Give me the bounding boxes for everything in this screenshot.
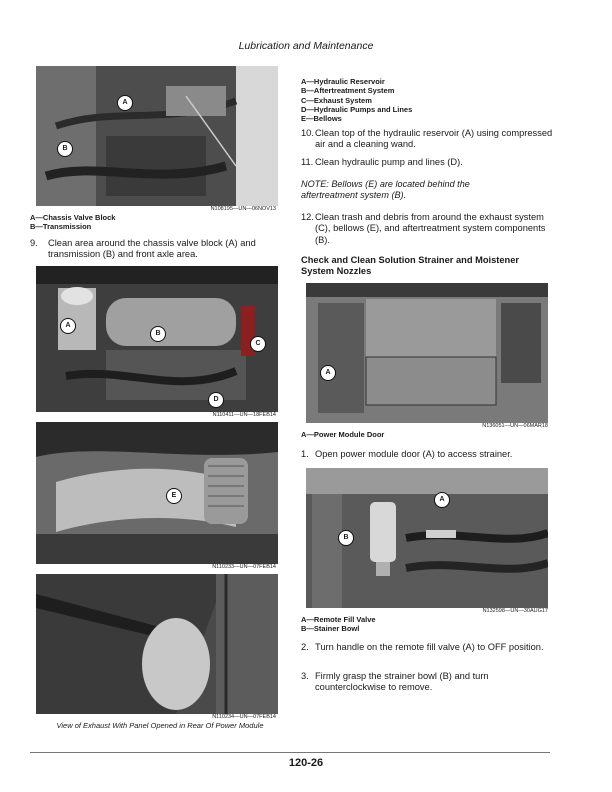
legend-item: B—Stainer Bowl <box>301 624 360 634</box>
chassis-valve-photo <box>36 66 278 206</box>
callout-a: A <box>117 95 133 111</box>
photo-reference: N110233—UN—07FEB14 <box>212 564 276 570</box>
step-number: 12. <box>301 212 314 222</box>
callout-e: E <box>166 488 182 504</box>
step-text: Open power module door (A) to access strainer. <box>315 449 513 459</box>
callout-d: D <box>208 392 224 408</box>
step-text: Clean hydraulic pump and lines (D). <box>315 157 463 167</box>
step-number: 10. <box>301 128 314 138</box>
step-2 <box>301 642 561 653</box>
step-3 <box>301 671 561 694</box>
legend-item: B—Transmission <box>30 222 92 232</box>
footer-rule <box>30 752 550 753</box>
photo-reference: N132598—UN—30AUG17 <box>482 608 548 614</box>
step-9 <box>30 238 280 261</box>
step-1 <box>301 449 561 460</box>
callout-b: B <box>57 141 73 157</box>
page-header: Lubrication and Maintenance <box>238 40 374 52</box>
strainer-photo <box>306 468 548 608</box>
callout-c: C <box>250 336 266 352</box>
legend-item: E—Bellows <box>301 114 342 124</box>
step-text: Clean area around the chassis valve block (A) and transmission (B) and front axle area. <box>48 238 256 260</box>
section-heading: Check and Clean Solution Strainer and Moistener System Nozzles <box>301 255 520 277</box>
photo-reference: N110411—UN—18FEB14 <box>212 412 276 418</box>
step-number: 11. <box>301 157 314 167</box>
step-number: 1. <box>301 449 309 459</box>
photo-caption: View of Exhaust With Panel Opened in Rear Of Power Module <box>56 721 264 730</box>
callout-b: B <box>150 326 166 342</box>
legend-item: D—Hydraulic Pumps and Lines <box>301 104 413 114</box>
step-12 <box>301 212 561 246</box>
step-text: Turn handle on the remote fill valve (A) to OFF position. <box>315 642 544 652</box>
step-10 <box>301 128 561 151</box>
page-number: 120-26 <box>288 757 324 769</box>
exhaust-rear-panel-photo <box>36 574 278 714</box>
photo-legend <box>301 615 541 634</box>
bellows-photo <box>36 422 278 564</box>
exhaust-overview-photo <box>36 266 278 412</box>
step-text: Clean top of the hydraulic reservoir (A) using compressed air and a cleaning wand. <box>315 128 553 150</box>
photo-reference: N136051—UN—06MAR18 <box>482 423 548 429</box>
photo-reference: N108195—UN—06NOV13 <box>210 206 276 212</box>
power-module-door-photo <box>306 283 548 423</box>
photo-legend <box>301 430 541 439</box>
step-number: 2. <box>301 642 309 652</box>
photo-reference: N110234—UN—07FEB14 <box>212 714 276 720</box>
legend-item: C—Exhaust System <box>301 95 372 105</box>
step-11 <box>301 157 561 168</box>
step-text: Firmly grasp the strainer bowl (B) and turn counterclockwise to remove. <box>315 671 489 693</box>
step-number: 3. <box>301 671 309 681</box>
legend-item: A—Remote Fill Valve <box>301 615 376 624</box>
callout-b: B <box>338 530 354 546</box>
callout-a: A <box>434 492 450 508</box>
callout-a: A <box>60 318 76 334</box>
note: NOTE: Bellows (E) are located behind the aftertreatment system (B). <box>301 179 470 201</box>
callout-a: A <box>320 365 336 381</box>
legend-item: B—Aftertreatment System <box>301 86 395 96</box>
legend-item: A—Hydraulic Reservoir <box>301 77 385 86</box>
components-legend <box>301 77 561 123</box>
photo-legend <box>30 213 270 232</box>
step-number: 9. <box>30 238 38 248</box>
legend-item: A—Power Module Door <box>301 430 385 439</box>
legend-item: A—Chassis Valve Block <box>30 213 116 222</box>
step-text: Clean trash and debris from around the exhaust system (C), bellows (E), and aftertreatment system components (B). <box>315 212 546 245</box>
